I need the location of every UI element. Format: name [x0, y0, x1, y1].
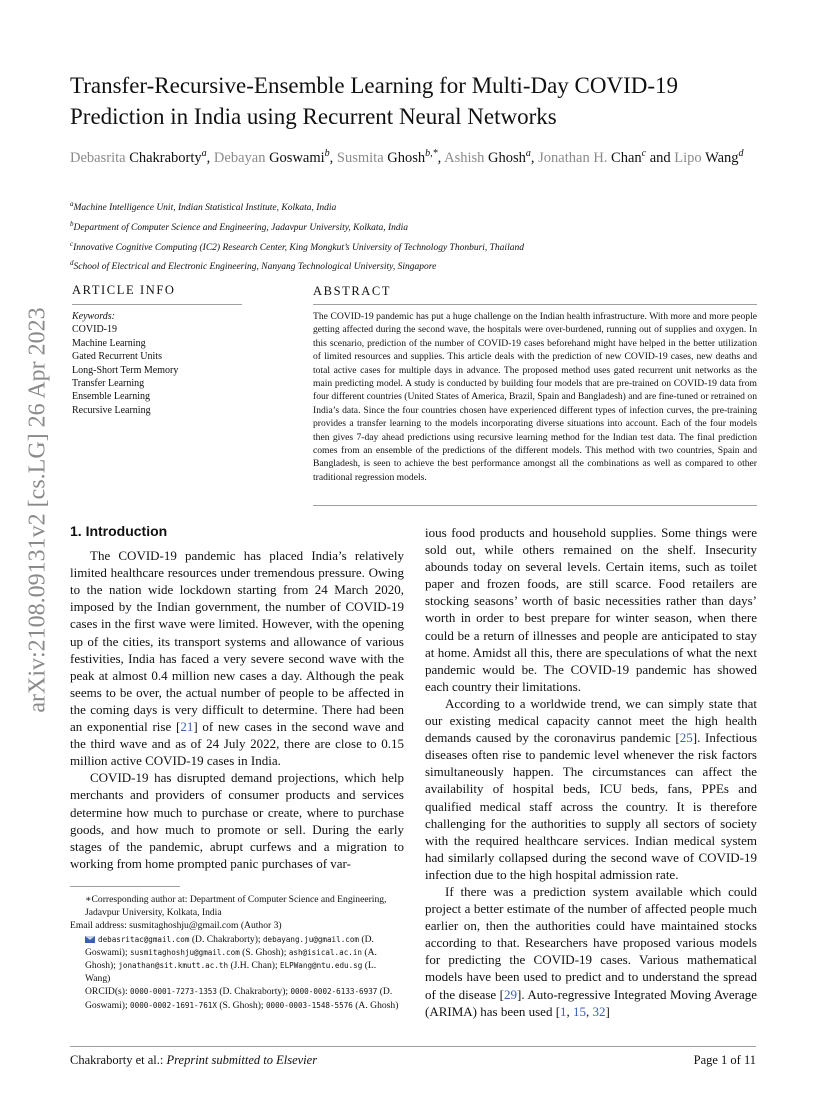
text-run: ] of new cases in the second wave and the third wave and as of 24 July 2022, there are close to 0.15 million active COVID-19 cases in India. — [70, 719, 405, 769]
mono-identifier: susmitaghoshju@gmail.com — [130, 947, 240, 957]
footer-running-head: Chakraborty et al.: Preprint submitted to Elsevier — [70, 1053, 318, 1067]
author-affiliation-mark: b — [324, 148, 330, 159]
text-run: ORCID(s): — [85, 986, 131, 998]
mono-identifier: 0000-0001-7273-1353 — [130, 987, 217, 997]
mono-identifier: jonathan@sit.kmutt.ac.th — [118, 961, 229, 971]
abstract-text: The COVID-19 pandemic has put a huge challenge on the Indian health infrastructure. With more and more people getting affected during the second wave, the hospitals were over-burdened, running out of supplies and oxygen. In this scenario, prediction of the number of COVID-19 cases beforehand might have helped in the better utilization of limited resources and supplies. This article deals with the prediction of new COVID-19 cases, new deaths and total active cases for multiple days in advance. The proposed method uses gated recurrent unit networks as the main predicting model. A study is conducted by building four models that are pre-trained on COVID-19 data from four different countries (United States of America, Brazil, Spain and Bangladesh) and are fine-tuned or retrained on India’s data. Since the four countries chosen have experienced different types of infection curves, the pre-training provides a transfer learning to the models incorporating diverse situations into account. Each of the four models then gives 7-day ahead predictions using recursive learning method for the Indian test data. The final prediction comes from an ensemble of the predictions of the different models. This method with two countries, Spain and Bangladesh, is seen to achieve the best performance amongst all the combinations as well as compared to other traditional regression models. — [313, 311, 757, 483]
affiliation-line — [70, 256, 790, 276]
text-run: ] — [605, 1003, 610, 1019]
text-run: ]. Auto-regressive Integrated Moving Average (ARIMA) has been used [ — [425, 986, 757, 1019]
intro-paragraph-2-continued: ious food products and household supplies. Some things were sold out, while others remained on the shelf. Insecurity abounds today on several levels. Certain items, such as toilet paper and frozen foods, are still scarce. Food retailers are stocking seasons’ worth of basic necessities rather than days’ worth in order to best prepare for winter season, when there could be a return of illnesses and people are anticipated to stay at home. Amidst all this, there are speculations of what the next pandemic would be. The COVID-19 pandemic has showed each country their limitations. — [425, 525, 757, 694]
mono-identifier: 0000-0002-6133-6937 — [290, 987, 378, 997]
text-run: , — [566, 1003, 574, 1019]
affiliation-text: Department of Computer Science and Engineering, Jadavpur University, Kolkata, India — [73, 222, 409, 233]
keyword: Machine Learning — [72, 337, 146, 349]
affiliation-text: Innovative Cognitive Computing (IC2) Research Center, King Mongkut’s University of Technology Thonburi, Thailand — [73, 242, 524, 253]
article-info-heading: ARTICLE INFO — [72, 283, 176, 297]
text-run: (A. Ghosh); — [85, 946, 377, 972]
author-affiliation-mark: a — [201, 148, 207, 159]
keyword: Ensemble Learning — [72, 391, 151, 403]
affiliation-line — [70, 197, 790, 217]
text-run: (J.H. Chan); — [228, 960, 281, 972]
author-affiliation-mark: d — [738, 148, 744, 159]
paper-title: Transfer-Recursive-Ensemble Learning for Multi-Day COVID-19 Prediction in India using Recurrent Neural Networks — [70, 73, 679, 129]
mono-identifier: debasritac@gmail.com — [98, 934, 190, 944]
corresponding-author-note: ∗Corresponding author at: Department of Computer Science and Engineering, Jadavpur University, Kolkata, India — [85, 894, 387, 919]
email-address-note: Email address: susmitaghoshju@gmail.com (Author 3) — [70, 920, 282, 932]
author-given-name: Ashish — [444, 149, 485, 166]
authors-and: and — [649, 149, 671, 166]
abstract-heading: ABSTRACT — [313, 284, 392, 298]
mono-identifier: 0000-0002-1691-761X — [130, 1000, 217, 1010]
affiliation-line — [70, 237, 790, 257]
right-column — [425, 524, 757, 1020]
author-affiliation-mark: c — [641, 148, 647, 159]
text-run: (D. Chakraborty); — [189, 933, 263, 945]
orcid-list — [70, 985, 400, 1011]
citation-link[interactable]: 15 — [573, 1003, 587, 1019]
intro-paragraph-2: COVID-19 has disrupted demand projections, which help merchants and providers of consumer products and services determine how much to purchase or create, where to purchase goods, and how much to promote or sell. During the early stages of the pandemic, abrupt curfews and a migration to working from home prompted panic purchases of var- — [70, 770, 404, 871]
author-given-name: Lipo — [674, 149, 702, 166]
affiliation-mark: a — [70, 200, 74, 208]
keyword: Recursive Learning — [72, 404, 151, 416]
text-run: , — [586, 1003, 593, 1019]
keyword: Long-Short Term Memory — [72, 364, 179, 376]
affiliation-text: School of Electrical and Electronic Engineering, Nanyang Technological University, Singapore — [73, 262, 437, 273]
citation-link[interactable]: 29 — [504, 986, 517, 1002]
affiliation-mark: c — [70, 239, 74, 248]
affiliation-text: Machine Intelligence Unit, Indian Statistical Institute, Kolkata, India — [73, 203, 337, 214]
author-family-name: Chan — [611, 149, 642, 166]
section-heading-introduction: 1. Introduction — [70, 523, 168, 539]
text-run: ]. Infectious diseases often rise to pandemic level whenever the risk factors simultaneously happen. The circumstances can affect the availability of hospital beds, ICU beds, fans, PPEs and qualified medical staff across the country. It is therefore challenging for the authorities to supply all sectors of society with the required healthcare services. Indian medical system had similarly collapsed during the second wave of COVID-19 infection due to the high hospital admission rate. — [425, 730, 758, 882]
abstract-bottom-rule — [313, 505, 757, 506]
citation-link[interactable]: 25 — [679, 730, 693, 746]
author-family-name: Goswami — [269, 149, 325, 166]
author-emails — [70, 933, 400, 986]
mail-icon — [85, 936, 95, 943]
keywords-block — [72, 310, 272, 417]
footnote-rule — [70, 886, 180, 887]
text-run: (A. Ghosh) — [352, 999, 399, 1011]
author-given-name: Jonathan H. — [538, 149, 608, 166]
text-run: (D. Goswami); — [85, 986, 393, 1011]
text-run: (S. Ghosh); — [216, 999, 266, 1011]
left-column — [70, 523, 404, 872]
mono-identifier: ash@isical.ac.in — [288, 947, 362, 957]
author-list: Debasrita Chakraborty$^a$, Debayan Goswami$^b$, Susmita Ghosh$^{b,*}$, Ashish Ghosh$^a$, Jonathan H. Chan$^c$ and Lipo Wang$^d$ — [70, 148, 744, 166]
author-family-name: Chakraborty — [129, 149, 202, 166]
keyword: Transfer Learning — [72, 378, 145, 390]
citation-link[interactable]: 21 — [180, 719, 194, 735]
intro-paragraph-3 — [425, 695, 757, 883]
footnote-block — [70, 893, 400, 1012]
page-number: Page 1 of 11 — [693, 1053, 756, 1067]
email-list — [85, 934, 377, 985]
keyword: COVID-19 — [72, 324, 117, 336]
author-affiliation-mark: b,* — [425, 148, 438, 159]
text-run: (S. Ghosh); — [239, 946, 289, 958]
footer-rule — [70, 1046, 756, 1047]
author-given-name: Susmita — [336, 149, 384, 166]
keywords-list — [72, 323, 272, 417]
abstract-rule — [313, 304, 757, 305]
intro-paragraph-4 — [425, 883, 757, 1020]
intro-paragraph-1 — [70, 547, 404, 769]
author-family-name: Ghosh — [387, 149, 426, 166]
text-run: (L. Wang) — [85, 960, 377, 985]
text-run: (D. Goswami); — [85, 933, 374, 958]
mono-identifier: ELPWang@ntu.edu.sg — [280, 961, 363, 971]
author-given-name: Debasrita — [70, 149, 126, 166]
arxiv-side-identifier: arXiv:2108.09131v2 [cs.LG] 26 Apr 2023 — [24, 307, 51, 713]
affiliation-list — [70, 197, 790, 276]
text-run: If there was a prediction system available which could project a better estimate of the number of affected people much earlier on, then the authorities could have maintained stocks according to that. Researchers have proposed various models for predicting the COVID-19 cases. Various mathematical models have been used to predict and to understand the spread of the disease [ — [425, 883, 757, 1002]
author-family-name: Ghosh — [488, 149, 526, 166]
article-info-rule — [72, 304, 242, 305]
text-run: (D. Chakraborty); — [216, 986, 291, 998]
author-affiliation-mark: a — [525, 148, 531, 159]
mono-identifier: 0000-0003-1548-5576 — [265, 1000, 353, 1010]
affiliation-mark: d — [70, 259, 74, 268]
author-family-name: Wang — [705, 149, 739, 166]
text-run: The COVID-19 pandemic has placed India’s relatively limited healthcare resources under tremendous pressure. Owing to the nation wide lockdown starting from 24 March 2020, imposed by the Indian government, the number of COVID-19 cases in the first wave were limited. However, with the opening up of the cities, its transport systems and allowance of various festivities, India has faced a very severe second wave with the peak at almost 0.4 million new cases a day. Although the peak seems to be over, the actual number of people to be affected in the coming days is very difficult to determine. There had been an exponential rise [ — [70, 548, 404, 735]
affiliation-line — [70, 217, 790, 237]
citation-link[interactable]: 32 — [592, 1003, 606, 1019]
keywords-label: Keywords: — [72, 311, 115, 322]
keyword: Gated Recurrent Units — [72, 351, 162, 363]
author-given-name: Debayan — [213, 149, 266, 166]
mono-identifier: debayang.ju@gmail.com — [262, 934, 359, 944]
text-run: According to a worldwide trend, we can simply state that our existing medical capacity cannot meet the high health demands caused by the coronavirus pandemic [ — [425, 695, 757, 746]
affiliation-mark: b — [70, 219, 74, 228]
citation-link[interactable]: 1 — [560, 1003, 567, 1019]
